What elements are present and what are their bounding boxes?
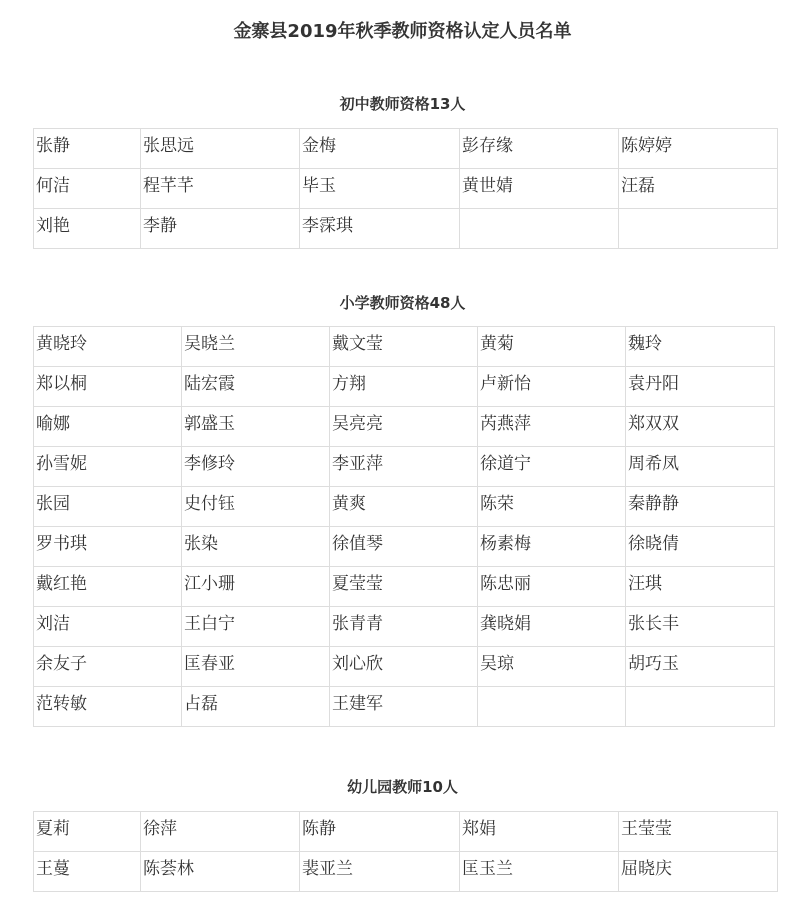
name-cell: 郑双双 — [626, 407, 775, 447]
name-cell: 戴红艳 — [34, 567, 182, 607]
name-cell: 王建军 — [330, 687, 478, 727]
name-cell: 吴琼 — [478, 647, 626, 687]
table-row — [34, 812, 778, 852]
name-cell: 金梅 — [300, 129, 460, 169]
name-cell: 程芊芊 — [141, 169, 300, 209]
name-cell: 徐道宁 — [478, 447, 626, 487]
name-cell: 张园 — [34, 487, 182, 527]
table-row — [34, 852, 778, 892]
roster-table-primary — [33, 326, 775, 727]
name-cell: 王白宁 — [182, 607, 330, 647]
name-cell: 王蔓 — [34, 852, 141, 892]
table-row — [34, 527, 775, 567]
name-cell: 郭盛玉 — [182, 407, 330, 447]
name-cell: 徐萍 — [141, 812, 300, 852]
name-cell: 黄爽 — [330, 487, 478, 527]
table-row — [34, 447, 775, 487]
name-cell: 龚晓娟 — [478, 607, 626, 647]
table-row — [34, 209, 778, 249]
table-row — [34, 567, 775, 607]
name-cell: 魏玲 — [626, 327, 775, 367]
name-cell: 黄晓玲 — [34, 327, 182, 367]
name-cell: 何洁 — [34, 169, 141, 209]
name-cell: 裴亚兰 — [300, 852, 460, 892]
empty-cell — [460, 209, 619, 249]
name-cell: 周希凤 — [626, 447, 775, 487]
name-cell: 毕玉 — [300, 169, 460, 209]
table-row — [34, 687, 775, 727]
name-cell: 陈荣 — [478, 487, 626, 527]
table-row — [34, 607, 775, 647]
name-cell: 江小珊 — [182, 567, 330, 607]
name-cell: 张青青 — [330, 607, 478, 647]
name-cell: 范转敏 — [34, 687, 182, 727]
name-cell: 匡玉兰 — [460, 852, 619, 892]
name-cell: 秦静静 — [626, 487, 775, 527]
name-cell: 王莹莹 — [619, 812, 778, 852]
name-cell: 史付钰 — [182, 487, 330, 527]
name-cell: 吴亮亮 — [330, 407, 478, 447]
name-cell: 刘心欣 — [330, 647, 478, 687]
name-cell: 陈忠丽 — [478, 567, 626, 607]
name-cell: 刘艳 — [34, 209, 141, 249]
name-cell: 陆宏霞 — [182, 367, 330, 407]
name-cell: 孙雪妮 — [34, 447, 182, 487]
name-cell: 陈静 — [300, 812, 460, 852]
name-cell: 匡春亚 — [182, 647, 330, 687]
name-cell: 夏莉 — [34, 812, 141, 852]
name-cell: 李静 — [141, 209, 300, 249]
name-cell: 屈晓庆 — [619, 852, 778, 892]
name-cell: 胡巧玉 — [626, 647, 775, 687]
name-cell: 刘洁 — [34, 607, 182, 647]
name-cell: 汪磊 — [619, 169, 778, 209]
table-row — [34, 169, 778, 209]
name-cell: 卢新怡 — [478, 367, 626, 407]
roster-table-kindergarten — [33, 811, 778, 892]
table-row — [34, 647, 775, 687]
page-title: 金寨县2019年秋季教师资格认定人员名单 — [233, 21, 572, 42]
section-heading-junior-high: 初中教师资格13人 — [339, 95, 466, 113]
name-cell: 张静 — [34, 129, 141, 169]
name-cell: 彭存缘 — [460, 129, 619, 169]
name-cell: 黄菊 — [478, 327, 626, 367]
name-cell: 吴晓兰 — [182, 327, 330, 367]
name-cell: 郑娟 — [460, 812, 619, 852]
section-heading-kindergarten: 幼儿园教师10人 — [347, 778, 458, 796]
table-row — [34, 367, 775, 407]
name-cell: 喻娜 — [34, 407, 182, 447]
name-cell: 陈婷婷 — [619, 129, 778, 169]
roster-table-junior-high — [33, 128, 778, 249]
name-cell: 方翔 — [330, 367, 478, 407]
name-cell: 李修玲 — [182, 447, 330, 487]
empty-cell — [619, 209, 778, 249]
name-cell: 余友子 — [34, 647, 182, 687]
name-cell: 汪琪 — [626, 567, 775, 607]
name-cell: 陈荟林 — [141, 852, 300, 892]
table-row — [34, 487, 775, 527]
empty-cell — [626, 687, 775, 727]
name-cell: 张思远 — [141, 129, 300, 169]
name-cell: 徐晓倩 — [626, 527, 775, 567]
name-cell: 李亚萍 — [330, 447, 478, 487]
name-cell: 芮燕萍 — [478, 407, 626, 447]
section-heading-primary: 小学教师资格48人 — [339, 294, 466, 312]
name-cell: 袁丹阳 — [626, 367, 775, 407]
name-cell: 郑以桐 — [34, 367, 182, 407]
name-cell: 戴文莹 — [330, 327, 478, 367]
table-row — [34, 407, 775, 447]
name-cell: 占磊 — [182, 687, 330, 727]
table-row — [34, 129, 778, 169]
name-cell: 徐值琴 — [330, 527, 478, 567]
name-cell: 张染 — [182, 527, 330, 567]
empty-cell — [478, 687, 626, 727]
name-cell: 黄世婧 — [460, 169, 619, 209]
name-cell: 张长丰 — [626, 607, 775, 647]
name-cell: 杨素梅 — [478, 527, 626, 567]
table-row — [34, 327, 775, 367]
name-cell: 罗书琪 — [34, 527, 182, 567]
name-cell: 夏莹莹 — [330, 567, 478, 607]
name-cell: 李霂琪 — [300, 209, 460, 249]
